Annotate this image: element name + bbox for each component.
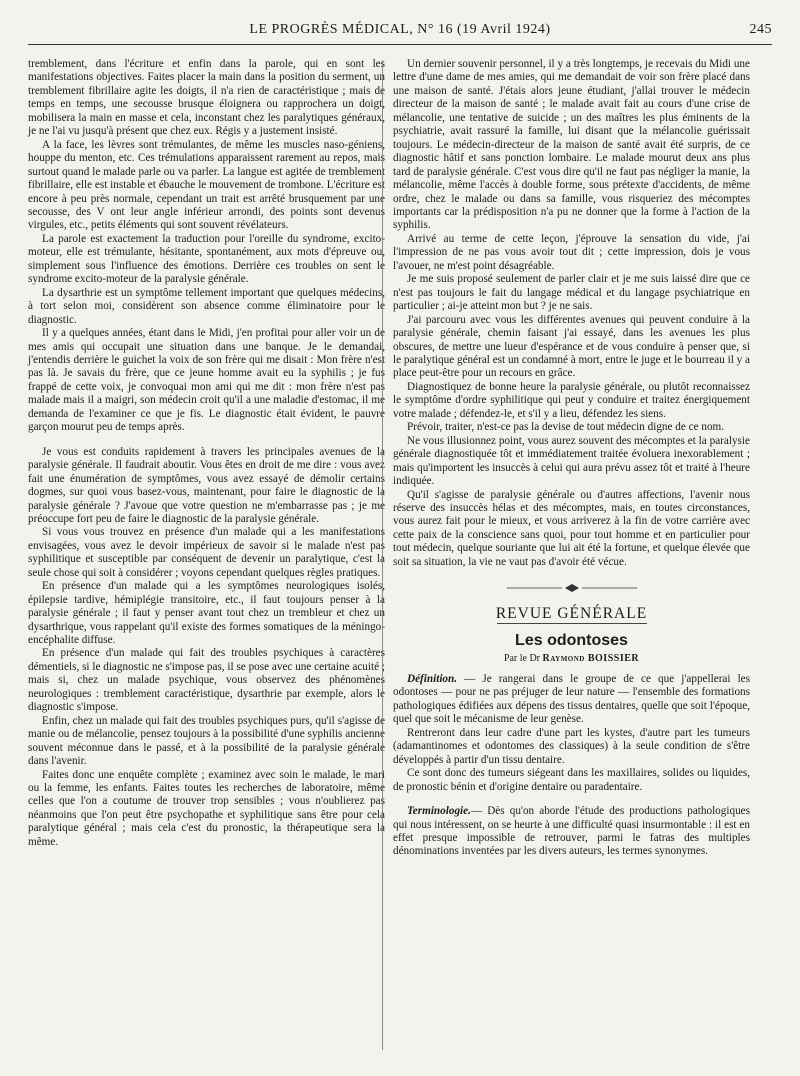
paragraph: Prévoir, traiter, n'est-ce pas la devise de tout médecin digne de ce nom. [407,421,725,434]
column-divider [382,60,383,1050]
paragraph: Qu'il s'agisse de paralysie générale ou d'autres affections, l'avenir nous réserve des insuccès hélas et des mécomptes, mais, en toutes circonstances, vous aurez fait pour le mieux, et vous arriverez à la fin de votre carrière avec cette paix de la conscience sans quoi, pour tout homme et en particulier pour tout médecin, quelque souriante que lui ait été la fortune, et quelque élevée que soit sa situation, la vie ne vaut pas d'avoir été vécue. [393,488,750,568]
paragraph: La dysarthrie est un symptôme tellement important que quelques médecins, à tort selon moi, considèrent son absence comme éliminatoire pour le diagnostic. [28,286,385,326]
paragraph: Enfin, chez un malade qui fait des troubles psychiques purs, qu'il s'agisse de manie ou de mélancolie, pensez toujours à la possibilité d'une syphilis ancienne souvent méconnue dans le passé, et à la possibilité de la paralysie générale dans l'avenir. [28,714,385,768]
paragraph: Faites donc une enquête complète ; examinez avec soin le malade, le mari ou la femme, les enfants. Faites toutes les recherches de laboratoire, même celles que l'on a coutume de trouver trop sensibles ; vous n'oublierez pas néanmoins que l'on peut être psychopathe et syphilitique sans être pour cela paralytique général ; mais cela c'est du pronostic, la thérapeutique sera la même. [28,768,385,848]
paragraph: Diagnostiquez de bonne heure la paralysie générale, ou plutôt reconnaissez le symptôme d'ordre syphilitique qui peut y conduire et traitez énergiquement votre malade ; défendez-le, et s'il y a lieu, défendez les siens. [393,380,750,420]
article-paragraph: Terminologie.— Dès qu'on aborde l'étude des productions pathologiques qui nous intéressent, on se heurte à une difficulté quasi insurmontable : il est en effet presque impossible de retrouver, parmi le fatras des multiples dénominations inventées par les divers auteurs, les termes synonymes. [393,805,750,858]
paragraph: Arrivé au terme de cette leçon, j'éprouve la sensation du vide, j'ai l'impression de ne pas vous avoir tout dit ; cette impression, dois je vous l'avouer, ne m'est point désagréable. [393,232,750,272]
paragraph: En présence d'un malade qui fait des troubles psychiques à caractères démentiels, si le diagnostic ne s'impose pas, il se pose avec une certaine acuité ; mais si, chez un malade psychique, vous observez des phénomènes neurologiques : tremblement caractéristique, dysarthrie par exemple, alors le diagnostic s'impose. [28,647,385,714]
paragraph: La parole est exactement la traduction pour l'oreille du syndrome, excito-moteur, elle est trémulante, hésitante, spontanément, aux mots d'épreuve ou, simplement sous l'influence des émotions. Derrière ces troubles on sent le syndrome excito-moteur de la paralysie générale. [28,232,385,286]
article-paragraph: Définition. — Je rangerai dans le groupe de ce que j'appellerai les odontoses — pour ne pas préjuger de leur nature — l'ensemble des formations pathologiques édifiées aux dépens des tissus dentaires, quelle que soit l'époque, quel que soit le mécanisme de leur genèse. [393,673,750,726]
article-paragraph: Ce sont donc des tumeurs siégeant dans les maxillaires, solides ou liquides, de pronostic bénin et d'origine dentaire ou paradentaire. [393,767,750,793]
section-rule [497,623,647,624]
header-rule [28,44,772,45]
section-title: REVUE GÉNÉRALE [495,604,648,622]
paragraph: Je vous est conduits rapidement à travers les principales avenues de la paralysie générale. Il faudrait aboutir. Vous êtes en droit de me dire : vous avez fait une énumération de symptômes, vous avez essayé de démolir certains dogmes, sur quoi vous basez-vous, maintenant, pour faire le diagnostic de la paralysie générale ? J'avoue que votre question ne m'embarrasse pas ; je me préoccupe fort peu de faire le diagnostic de la paralysie générale. [28,445,385,525]
paragraph: Je me suis proposé seulement de parler clair et je me suis laissé dire que ce n'est pas toujours le fait du langage médical et du langage psychiatrique en particulier ; ai-je atteint mon but ? je ne sais. [393,273,750,313]
paragraph: Un dernier souvenir personnel, il y a très longtemps, je recevais du Midi une lettre d'une dame de mes amies, qui me demandait de voir son frère placé dans une maison de santé. J'étais alors jeune étudiant, j'allai trouver le médecin directeur de la maison de santé ; le malade avait fait au cours d'une crise de mélancolie, une tentative de suicide ; un des maîtres les plus éminents de la psychiatrie, avait rassuré la famille, lui disant que la mélancolie guérissait toujours. Le médecin-directeur de la maison de santé avait été surpris, de ce diagnostic hâtif et sans ponction lombaire. Le malade mourut deux ans plus tard de paralysie générale. C'est vous dire qu'il ne faut pas négliger la manie, la mélancolie, même l'accès à double forme, sous prétexte d'accidents, de même ordre, chez le malade ou dans sa famille, vous risqueriez des mécomptes importants car la prédisposition n'a pu ne donner que la forme à l'action de la syphilis. [393,58,750,232]
article-paragraph: Rentreront dans leur cadre d'une part les kystes, d'autre part les tumeurs (adamantinomes et odontomes des classiques) à la seule condition de s'être développés à partir d'un tissu dentaire. [393,726,750,766]
left-column [28,58,385,849]
article-title: Les odontoses [515,632,628,650]
paragraph: Il y a quelques années, étant dans le Midi, j'en profitai pour aller voir un de mes amis qui occupait une situation dans une banque. Je le demandai, j'entendis derrière le guichet la voix de son frère qui me disait : Mon frère n'est pas là. Je savais du frère, que ce jeune homme avait eu la syphilis ; je fus frappé de cette voix, je convoquai mon ami qui me dit : mon frère n'est pas malade mais il a maigri, son médecin croit qu'il a une maladie d'estomac, il me demanda de l'examiner ce que je fis. Le diagnostic était évident, le pauvre garçon mourut peu de temps après. [28,327,385,434]
ornament-icon [507,583,637,593]
paragraph-lead: Définition. [407,673,458,686]
running-head [28,22,772,42]
author-name: Raymond BOISSIER [542,652,640,664]
paragraph-lead: Terminologie. [407,805,471,818]
paragraph: tremblement, dans l'écriture et enfin dans la parole, qui en sont les manifestations objectives. Faites placer la main dans la position du serment, un tremblement fibrillaire agite les doigts, il n'a rien de caractéristique ; mais de temps en temps, une secousse brusque éloignera ou rapprochera un doigt, mobilisera la main en masse et cela, inconstant chez les paralytiques généraux, je ne l'ai vu jusqu'à présent que chez eux. Régis y a justement insisté. [28,58,385,138]
byline-prefix: Par le Dr [503,652,540,664]
ornament-divider [393,583,750,596]
journal-title: LE PROGRÈS MÉDICAL, N° 16 (19 Avril 1924) [249,22,551,37]
paragraph: Si vous vous trouvez en présence d'un malade qui a les manifestations envisagées, vous avez le devoir impérieux de savoir si le malade n'est pas syphilitique et susceptible par conséquent de devenir un paralytique, c'est la seule chose qui soit à considérer ; voyons cependant quelques règles pratiques. [28,526,385,579]
page-number: 245 [749,22,772,37]
paragraph: A la face, les lèvres sont trémulantes, de même les muscles naso-géniens, houppe du menton, etc. Ces trémulations apparaissent rarement au repos, mais surtout quand le malade parle ou va parler. La langue est agitée de tremblement fibrillaire, elle est instable et ébauche le mouvement de trombone. L'écriture est encore à peu près normale, cependant un trait est arrêté brusquement par une secousse, des V ont leur angle inférieur arrondi, des points sont devenus virgules, etc., petits éléments qui sont souvent révélateurs. [28,138,385,232]
paragraph: Ne vous illusionnez point, vous aurez souvent des mécomptes et la paralysie générale diagnostiquée tôt et immédiatement traitée évoluera inexorablement ; mais qu'importent les insuccès à celui qui aura prévu assez tôt et traité à l'heure indiquée. [393,434,750,488]
byline [393,652,750,665]
right-column [393,58,750,859]
paragraph: J'ai parcouru avec vous les différentes avenues qui peuvent conduire à la paralysie générale, chemin faisant j'ai essayé, dans les avenues les plus obscures, de mettre une lueur d'espérance et de vous conduire à penser que, si le paralytique général est un condamné à mort, entre le juge et le bourreau il y a place peut-être pour un recours en grâce. [393,313,750,380]
paragraph: En présence d'un malade qui a les symptômes neurologiques isolés, épilepsie tardive, hémiplégie transitoire, etc., il faut toujours penser à la paralysie générale ; il faut y penser avant tout chez un trembleur et chez un dysarthrique, vous rappelant qu'il existe des formes somatiques de la méningo-encéphalite diffuse. [28,580,385,647]
